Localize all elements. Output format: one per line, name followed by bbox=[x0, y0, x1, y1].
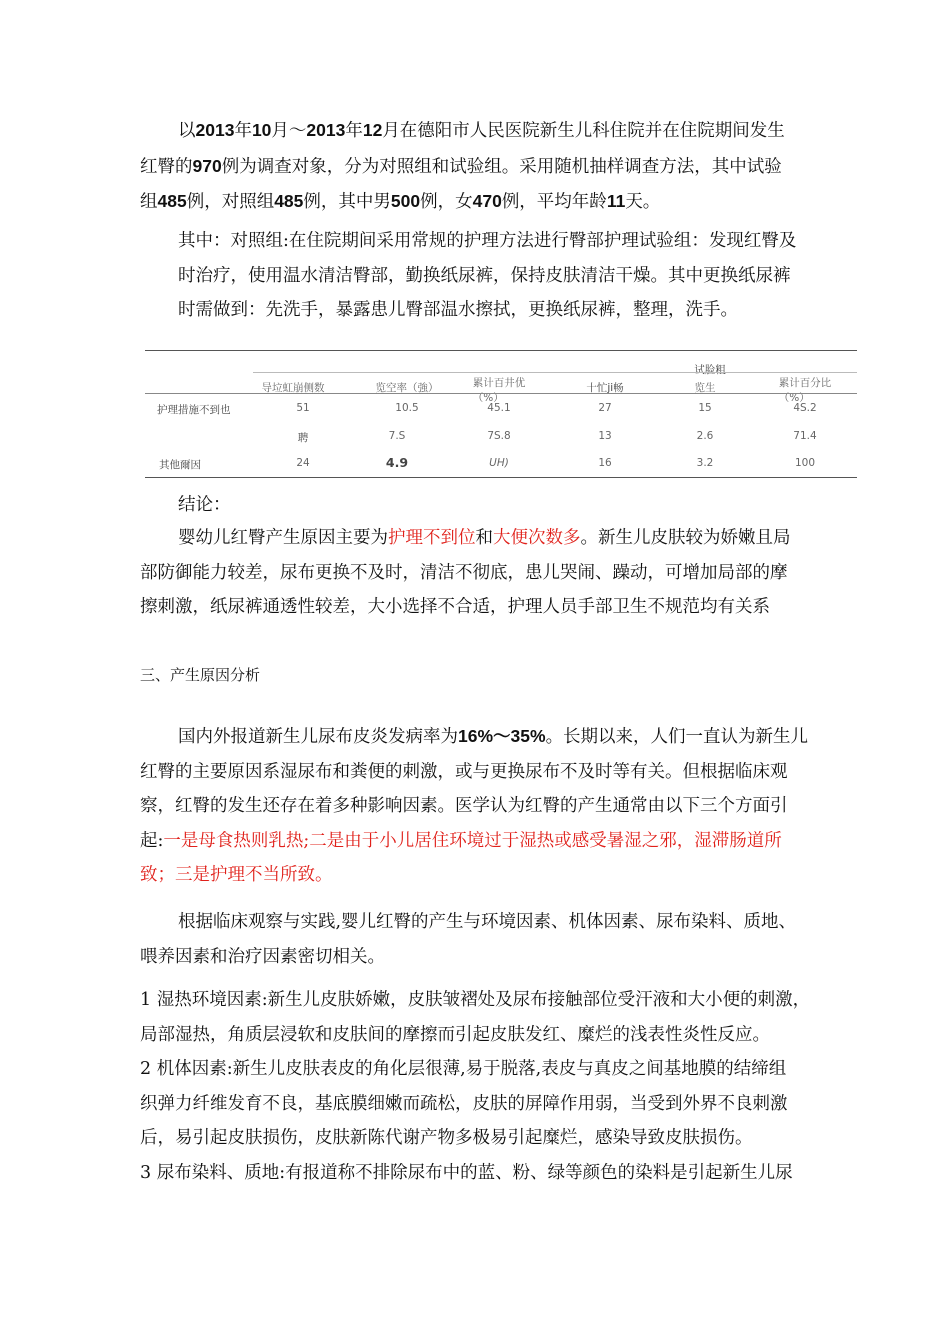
table-header-4: 十忙ji畅 bbox=[586, 382, 624, 394]
text-segment: 红臀的 bbox=[140, 156, 193, 177]
table-group-header: 试脸粗 bbox=[694, 364, 726, 376]
intro-paragraph bbox=[140, 113, 860, 220]
text-segment: 国内外报道新生儿尿布皮炎发病率为 bbox=[178, 727, 458, 747]
table-header-2: 览空率（強） bbox=[375, 382, 439, 394]
factor-item-2-line-1: 2 机体因素:新生儿皮肤表皮的角化层很薄,易于脱落,表皮与真皮之间基地膜的结缔组 bbox=[140, 1059, 787, 1079]
number-text: 2013 bbox=[195, 120, 235, 140]
conclusion-line-2: 部防御能力较差，尿布更换不及时，清洁不彻底，患儿哭闹、躁动，可增加局部的摩 bbox=[140, 562, 788, 583]
table-top-rule bbox=[145, 350, 857, 351]
table-row-3-cell-4: 16 bbox=[598, 457, 612, 469]
highlight-text: 致；三是护理不当所致。 bbox=[140, 865, 333, 885]
table-row-3-cell-1: 24 bbox=[296, 457, 310, 469]
text-segment: 以 bbox=[178, 121, 196, 141]
conclusion-line-1 bbox=[140, 521, 860, 556]
text-segment: 例，其中男 bbox=[303, 192, 391, 212]
table-row-2-cell-3: 7S.8 bbox=[487, 430, 511, 442]
table-row-3-cell-5: 3.2 bbox=[696, 457, 714, 469]
highlight-text: 护理不到位 bbox=[388, 528, 476, 548]
section-3-paragraph-2 bbox=[140, 905, 860, 974]
table-row-1-cell-2: 10.5 bbox=[395, 402, 419, 414]
text-segment: 例为调查对象，分为对照组和试验组。采用随机抽样调查方法，其中试验 bbox=[221, 156, 782, 177]
number-text: 470 bbox=[472, 191, 502, 211]
section-3-paragraph-1 bbox=[140, 719, 860, 893]
method-paragraph bbox=[178, 224, 868, 328]
highlight-text: 一是母食热则乳热;二是由于小儿居住环境过于湿热或感受暑湿之邪，湿滞肠道所 bbox=[163, 830, 782, 851]
table-row-1-cell-4: 27 bbox=[598, 402, 612, 414]
number-text: 12 bbox=[362, 120, 383, 140]
method-line-2: 时治疗，使用温水清洁臀部，勤换纸尿裤，保持皮肤清洁干燥。其中更换纸尿裤 bbox=[178, 265, 791, 286]
number-text: 500 bbox=[390, 191, 421, 211]
table-bottom-rule bbox=[145, 477, 857, 478]
table-header-6-unit: （%） bbox=[778, 392, 810, 404]
s3p1-line-3: 察，红臀的发生还存在着多种影响因素。医学认为红臀的产生通常由以下三个方面引 bbox=[140, 796, 788, 816]
factor-item-2-line-2: 织弹力纤维发育不良，基底膜细嫩而疏松，皮肤的屏障作用弱，当受到外界不良刺激 bbox=[140, 1093, 788, 1114]
text-segment: 例，对照组 bbox=[186, 192, 275, 212]
section-3-heading: 三、产生原因分析 bbox=[140, 666, 261, 684]
data-table bbox=[145, 350, 857, 478]
table-row-3-cell-2: 4.9 bbox=[385, 455, 409, 470]
conclusion-line-3: 擦刺激，纸尿裤通透性较差，大小选择不合适，护理人员手部卫生不规范均有关系 bbox=[140, 597, 770, 617]
text-segment: 年 bbox=[234, 121, 252, 141]
intro-line-3 bbox=[140, 184, 860, 220]
intro-line-1 bbox=[140, 113, 860, 149]
table-header-1: 导垃虹崩侧数 bbox=[261, 382, 325, 394]
number-text: 2013 bbox=[306, 120, 346, 140]
number-text: 970 bbox=[192, 155, 222, 176]
s3p1-line-5 bbox=[140, 858, 860, 893]
table-header-5: 览生 bbox=[694, 382, 716, 394]
text-segment: 。长期以来，人们一直认为新生儿 bbox=[545, 727, 809, 747]
table-row-1-label: 护理措施不到也 bbox=[157, 404, 231, 416]
table-row-2-cell-2: 7.S bbox=[388, 430, 406, 442]
table-header-3-unit: （%） bbox=[472, 392, 504, 404]
text-segment: 和 bbox=[475, 528, 493, 548]
text-segment: 例，平均年龄 bbox=[501, 192, 607, 212]
text-segment: 组 bbox=[140, 192, 158, 212]
text-segment: 婴幼儿红臀产生原因主要为 bbox=[178, 528, 388, 548]
text-segment: 。新生儿皮肤较为娇嫩且局 bbox=[580, 528, 791, 548]
table-row-2-cell-5: 2.6 bbox=[696, 430, 714, 442]
factor-item-2-line-3: 后，易引起皮肤损伤，皮肤新陈代谢产物多极易引起糜烂，感染导致皮肤损伤。 bbox=[140, 1128, 753, 1148]
number-text: 11 bbox=[606, 191, 626, 211]
table-row-2-cell-4: 13 bbox=[598, 430, 612, 442]
table-header-3-label: 累计百井优 bbox=[472, 377, 526, 389]
table-header-6-label: 累计百分比 bbox=[778, 377, 832, 389]
factor-item-1-line-2: 局部湿热，角质层浸软和皮肤间的摩擦而引起皮肤发红、糜烂的浅表性炎性反应。 bbox=[140, 1024, 770, 1045]
table-row-2-cell-1: 聘 bbox=[297, 432, 309, 444]
number-text: 485 bbox=[274, 191, 304, 211]
number-text: 16%～35% bbox=[458, 726, 546, 746]
table-row-3-label: 其他爾因 bbox=[159, 459, 201, 471]
s3p1-line-1 bbox=[140, 719, 860, 755]
table-group-rule bbox=[253, 372, 857, 373]
table-header-rule bbox=[145, 393, 857, 394]
factor-item-3-line-1: 3 尿布染料、质地:有报道称不排除尿布中的蓝、粉、绿等颜色的染料是引起新生儿尿 bbox=[140, 1162, 793, 1183]
factor-list bbox=[140, 983, 860, 1190]
text-segment: 天。 bbox=[625, 192, 661, 212]
number-text: 10 bbox=[251, 120, 272, 140]
s3p1-line-4 bbox=[140, 824, 860, 859]
table-row-1-cell-1: 51 bbox=[296, 402, 310, 414]
text-segment: 例，女 bbox=[420, 192, 473, 212]
s3p2-line-2: 喂养因素和治疗因素密切相关。 bbox=[140, 946, 385, 967]
s3p1-line-2: 红臀的主要原因系湿尿布和粪便的刺激，或与更换尿布不及时等有关。但根据临床观 bbox=[140, 761, 788, 782]
table-row-1-cell-3: 45.1 bbox=[487, 402, 511, 414]
text-segment: 月～ bbox=[271, 121, 307, 141]
table-row-3-cell-6: 100 bbox=[794, 457, 816, 469]
table-row-1-cell-5: 15 bbox=[698, 402, 712, 414]
table-row-1-cell-6: 4S.2 bbox=[793, 402, 817, 414]
table-row-3-cell-3: UH) bbox=[489, 457, 509, 469]
text-segment: 月在德阳市人民医院新生儿科住院并在住院期间发生 bbox=[382, 121, 785, 141]
text-segment: 年 bbox=[345, 121, 363, 141]
method-line-1: 其中：对照组:在住院期间采用常规的护理方法进行臀部护理试验组：发现红臀及 bbox=[178, 231, 797, 251]
method-line-3: 时需做到：先洗手，暴露患儿臀部温水擦拭，更换纸尿裤，整理，洗手。 bbox=[178, 300, 738, 320]
conclusion-paragraph bbox=[140, 521, 860, 625]
s3p2-line-1: 根据临床观察与实践,婴儿红臀的产生与环境因素、机体因素、尿布染料、质地、 bbox=[178, 912, 797, 932]
table-row-2-cell-6: 71.4 bbox=[793, 430, 817, 442]
factor-item-1-line-1: 1 湿热环境因素:新生儿皮肤娇嫩，皮肤皱褶处及尿布接触部位受汗液和大小便的刺激， bbox=[140, 990, 811, 1010]
text-segment: 起: bbox=[140, 830, 164, 851]
conclusion-title: 结论： bbox=[178, 495, 231, 515]
highlight-text: 大便次数多 bbox=[493, 528, 581, 548]
intro-line-2 bbox=[140, 149, 860, 185]
number-text: 485 bbox=[157, 191, 187, 211]
